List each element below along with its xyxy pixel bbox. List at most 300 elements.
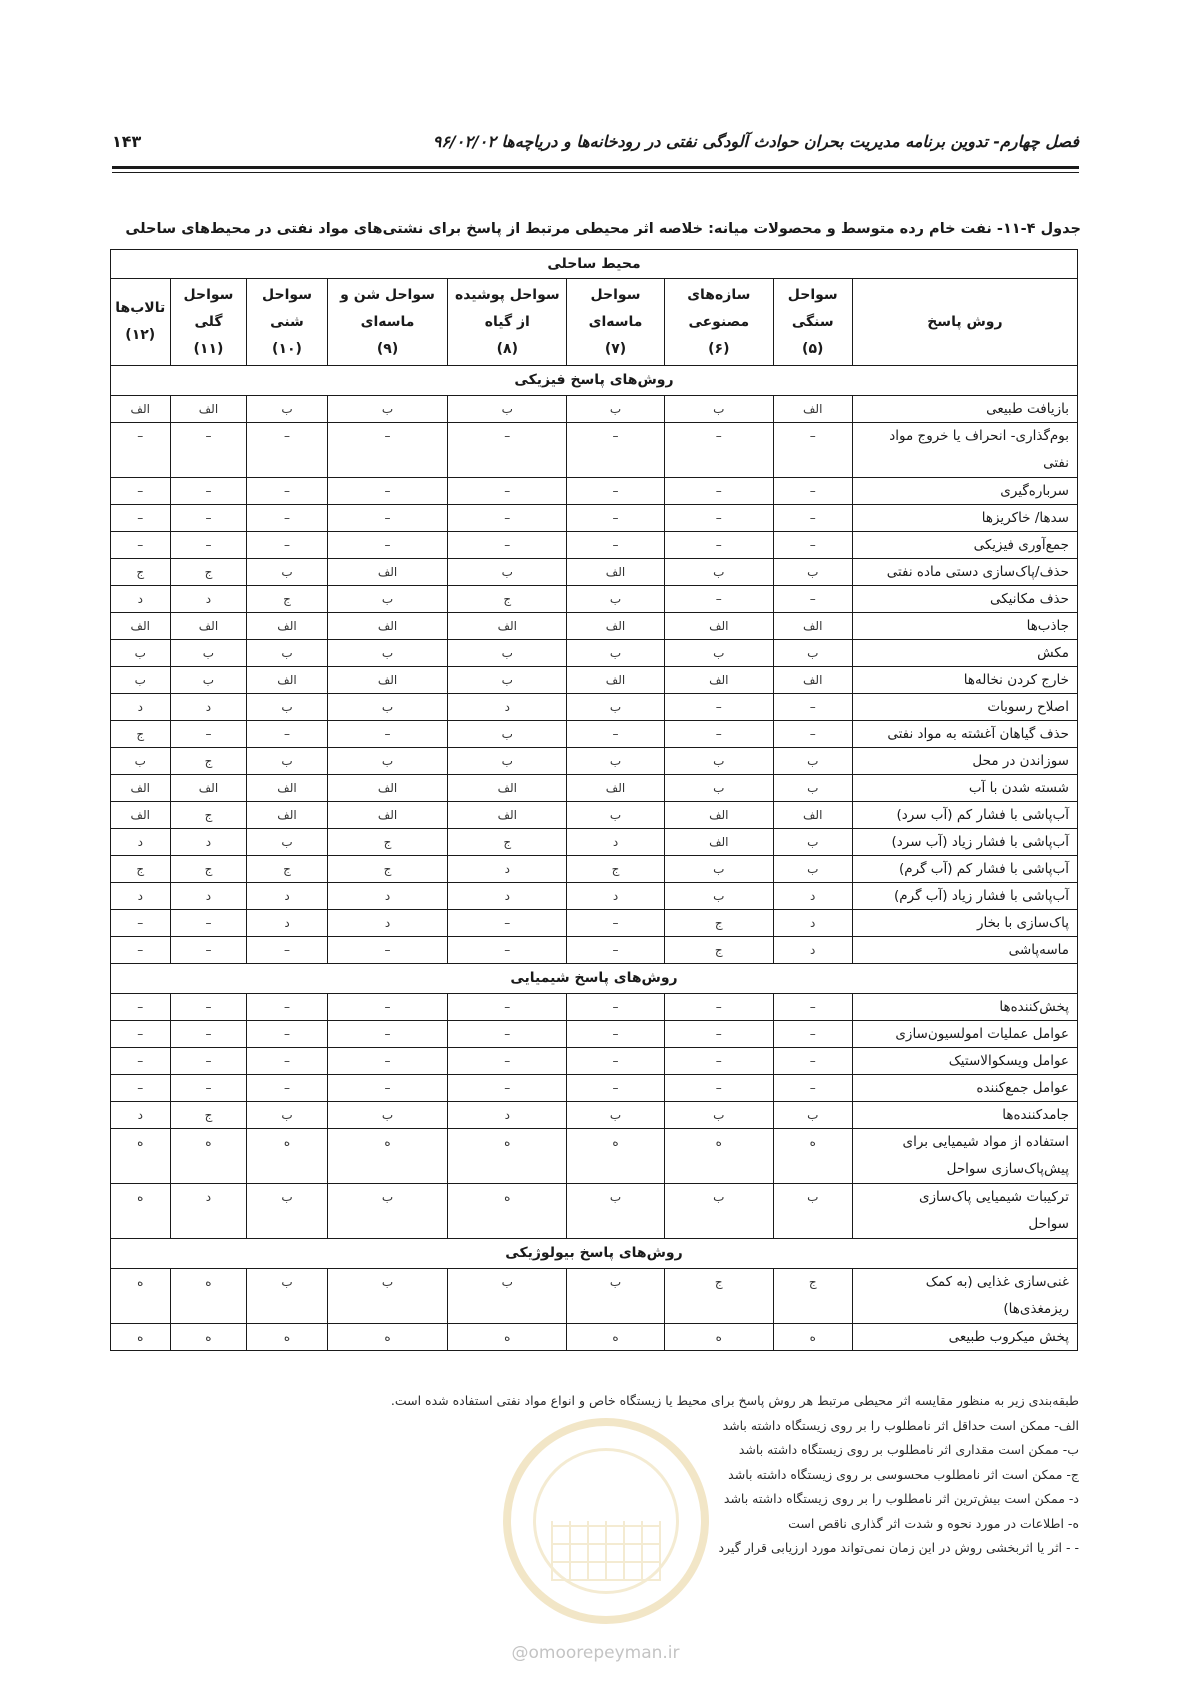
rating-cell: –	[327, 1048, 448, 1075]
rating-cell: ه	[567, 1324, 665, 1351]
rating-cell: ب	[567, 802, 665, 829]
rating-cell: –	[327, 1021, 448, 1048]
rating-cell: ب	[448, 1269, 567, 1324]
rating-cell: –	[448, 1021, 567, 1048]
rating-cell: –	[111, 532, 171, 559]
rating-cell: –	[664, 994, 773, 1021]
legend-item: ه- اطلاعات در مورد نحوه و شدت اثر گذاری ناقص است	[788, 1515, 1079, 1531]
rating-cell: ب	[773, 559, 852, 586]
rating-cell: ب	[247, 1269, 327, 1324]
rating-cell: –	[448, 1048, 567, 1075]
rating-cell: –	[664, 586, 773, 613]
rating-cell: ب	[773, 640, 852, 667]
rating-cell: ج	[247, 856, 327, 883]
rating-cell: –	[247, 532, 327, 559]
table-row	[111, 396, 1078, 423]
rating-cell: الف	[664, 802, 773, 829]
rating-cell: –	[170, 1048, 247, 1075]
rating-cell: ب	[567, 586, 665, 613]
rating-cell: –	[567, 910, 665, 937]
rating-cell: –	[327, 423, 448, 478]
method-cell: پخش‌کننده‌ها	[852, 994, 1077, 1021]
rating-cell: –	[567, 505, 665, 532]
rating-cell: –	[664, 1021, 773, 1048]
rating-cell: الف	[567, 667, 665, 694]
rating-cell: ج	[111, 559, 171, 586]
rating-cell: الف	[247, 613, 327, 640]
rating-cell: –	[170, 423, 247, 478]
rating-cell: –	[247, 994, 327, 1021]
rating-cell: –	[448, 505, 567, 532]
method-cell: بوم‌گذاری- انحراف یا خروج مواد نفتی	[852, 423, 1077, 478]
rating-cell: ب	[773, 775, 852, 802]
method-cell: ترکیبات شیمیایی پاک‌سازی سواحل	[852, 1184, 1077, 1239]
table-row	[111, 586, 1078, 613]
rating-cell: الف	[327, 559, 448, 586]
rating-cell: ج	[247, 586, 327, 613]
rating-cell: الف	[773, 396, 852, 423]
rating-cell: ج	[170, 559, 247, 586]
rating-cell: ب	[247, 559, 327, 586]
method-cell: شسته شدن با آب	[852, 775, 1077, 802]
rating-cell: –	[327, 721, 448, 748]
rating-cell: –	[247, 478, 327, 505]
column-header: تالاب‌ها (۱۲)	[111, 279, 171, 366]
rating-cell: د	[170, 829, 247, 856]
method-cell: عوامل عملیات امولسیون‌سازی	[852, 1021, 1077, 1048]
watermark-seal-icon	[503, 1418, 709, 1624]
rating-cell: –	[170, 910, 247, 937]
rating-cell: ب	[448, 640, 567, 667]
method-cell: حذف گیاهان آغشته به مواد نفتی	[852, 721, 1077, 748]
rating-cell: –	[448, 478, 567, 505]
rating-cell: –	[664, 694, 773, 721]
rating-cell: ب	[567, 396, 665, 423]
rating-cell: ب	[327, 396, 448, 423]
rating-cell: د	[773, 883, 852, 910]
column-header: سواحل شن و ماسه‌ای (۹)	[327, 279, 448, 366]
chapter-title: فصل چهارم- تدوین برنامه مدیریت بحران حوادث آلودگی نفتی در رودخانه‌ها و دریاچه‌ها ۹۶/۰۲/۰۲	[432, 132, 1079, 151]
rating-cell: –	[111, 1021, 171, 1048]
rating-cell: –	[773, 694, 852, 721]
rating-cell: الف	[327, 802, 448, 829]
legend-item: ب- ممکن است مقداری اثر نامطلوب بر روی زیستگاه داشته باشد	[738, 1442, 1079, 1457]
table-row	[111, 721, 1078, 748]
rating-cell: ج	[448, 586, 567, 613]
rating-cell: الف	[327, 613, 448, 640]
rating-cell: ج	[111, 856, 171, 883]
rating-cell: –	[170, 937, 247, 964]
page-number: ۱۴۳	[112, 132, 142, 151]
section-title: روش‌های پاسخ شیمیایی	[111, 964, 1078, 994]
rating-cell: الف	[247, 775, 327, 802]
rating-cell: –	[448, 532, 567, 559]
rating-cell: د	[170, 883, 247, 910]
rating-cell: –	[111, 937, 171, 964]
rating-cell: ب	[111, 667, 171, 694]
table-row	[111, 856, 1078, 883]
rating-cell: الف	[247, 802, 327, 829]
rating-cell: ب	[664, 640, 773, 667]
rating-cell: –	[567, 937, 665, 964]
env-header: محیط ساحلی	[111, 250, 1078, 279]
rating-cell: –	[567, 994, 665, 1021]
rating-cell: د	[247, 910, 327, 937]
table-row	[111, 937, 1078, 964]
rating-cell: –	[664, 1048, 773, 1075]
rating-cell: ب	[773, 1184, 852, 1239]
column-header: سواحل پوشیده از گیاه (۸)	[448, 279, 567, 366]
rating-cell: د	[327, 883, 448, 910]
rating-cell: د	[111, 586, 171, 613]
table-row	[111, 802, 1078, 829]
rating-cell: ه	[773, 1324, 852, 1351]
rating-cell: ب	[327, 586, 448, 613]
rating-cell: ج	[170, 1102, 247, 1129]
table-row	[111, 559, 1078, 586]
rating-cell: ب	[170, 667, 247, 694]
rating-cell: د	[111, 829, 171, 856]
rating-cell: الف	[773, 613, 852, 640]
rating-cell: –	[448, 423, 567, 478]
rating-cell: –	[567, 1021, 665, 1048]
rating-cell: –	[567, 721, 665, 748]
rating-cell: ب	[664, 856, 773, 883]
method-cell: حذف/پاک‌سازی دستی ماده نفتی	[852, 559, 1077, 586]
rating-cell: ج	[327, 856, 448, 883]
rating-cell: ب	[773, 856, 852, 883]
rating-cell: ه	[664, 1129, 773, 1184]
method-cell: غنی‌سازی غذایی (به کمک ریزمغذی‌ها)	[852, 1269, 1077, 1324]
rating-cell: –	[664, 721, 773, 748]
rating-cell: ه	[170, 1129, 247, 1184]
legend-item: الف- ممکن است حداقل اثر نامطلوب را بر روی زیستگاه داشته باشد	[722, 1417, 1079, 1433]
rating-cell: ب	[664, 1102, 773, 1129]
table-row	[111, 829, 1078, 856]
rating-cell: –	[247, 423, 327, 478]
rating-cell: الف	[170, 613, 247, 640]
column-header: سواحل سنگی (۵)	[773, 279, 852, 366]
rating-cell: الف	[448, 775, 567, 802]
rating-cell: ب	[327, 694, 448, 721]
rating-cell: د	[111, 1102, 171, 1129]
rating-cell: الف	[111, 775, 171, 802]
rating-cell: –	[773, 505, 852, 532]
rating-cell: –	[170, 532, 247, 559]
legend-intro: طبقه‌بندی زیر به منظور مقایسه اثر محیطی مرتبط هر روش پاسخ برای محیط یا زیستگاه خاص و انواع مواد نفتی استفاده شده است.	[390, 1393, 1079, 1408]
table-row	[111, 1184, 1078, 1239]
response-methods-table	[110, 249, 1078, 1351]
rating-cell: د	[773, 910, 852, 937]
legend	[391, 1389, 1079, 1561]
rating-cell: الف	[327, 667, 448, 694]
rating-cell: ج	[170, 748, 247, 775]
table-row	[111, 1021, 1078, 1048]
method-cell: سوزاندن در محل	[852, 748, 1077, 775]
column-header: سازه‌های مصنوعی (۶)	[664, 279, 773, 366]
rating-cell: –	[448, 1075, 567, 1102]
rating-cell: –	[773, 1075, 852, 1102]
table-row	[111, 423, 1078, 478]
table-row	[111, 748, 1078, 775]
rating-cell: –	[111, 478, 171, 505]
method-cell: اصلاح رسوبات	[852, 694, 1077, 721]
method-cell: عوامل جمع‌کننده	[852, 1075, 1077, 1102]
rating-cell: –	[111, 1075, 171, 1102]
rating-cell: ه	[111, 1269, 171, 1324]
rating-cell: الف	[111, 613, 171, 640]
rating-cell: الف	[773, 667, 852, 694]
rating-cell: ب	[327, 640, 448, 667]
rating-cell: الف	[448, 802, 567, 829]
rating-cell: –	[664, 1075, 773, 1102]
rating-cell: –	[170, 1021, 247, 1048]
rating-cell: د	[247, 883, 327, 910]
table-row	[111, 1102, 1078, 1129]
table-row	[111, 505, 1078, 532]
rating-cell: –	[773, 423, 852, 478]
rating-cell: ب	[247, 748, 327, 775]
rating-cell: –	[567, 532, 665, 559]
method-cell: پاک‌سازی با بخار	[852, 910, 1077, 937]
rating-cell: –	[448, 937, 567, 964]
table-row	[111, 910, 1078, 937]
rating-cell: د	[327, 910, 448, 937]
rating-cell: د	[111, 883, 171, 910]
rating-cell: ب	[773, 829, 852, 856]
method-cell: مکش	[852, 640, 1077, 667]
rating-cell: الف	[773, 802, 852, 829]
rating-cell: د	[448, 856, 567, 883]
rating-cell: –	[664, 532, 773, 559]
rating-cell: ج	[111, 721, 171, 748]
rating-cell: الف	[664, 613, 773, 640]
section-title: روش‌های پاسخ بیولوژیکی	[111, 1239, 1078, 1269]
rating-cell: –	[773, 721, 852, 748]
rating-cell: –	[773, 994, 852, 1021]
method-cell: آب‌پاشی با فشار کم (آب گرم)	[852, 856, 1077, 883]
rating-cell: –	[111, 1048, 171, 1075]
rating-cell: ه	[170, 1324, 247, 1351]
rating-cell: ج	[773, 1269, 852, 1324]
rating-cell: ب	[567, 694, 665, 721]
rating-cell: –	[773, 586, 852, 613]
rating-cell: د	[170, 1184, 247, 1239]
rating-cell: ه	[448, 1184, 567, 1239]
rating-cell: د	[448, 1102, 567, 1129]
rating-cell: ب	[170, 640, 247, 667]
method-cell: جمع‌آوری فیزیکی	[852, 532, 1077, 559]
rating-cell: ج	[170, 802, 247, 829]
rating-cell: ب	[664, 883, 773, 910]
rating-cell: الف	[247, 667, 327, 694]
rating-cell: –	[111, 994, 171, 1021]
rating-cell: د	[448, 883, 567, 910]
rating-cell: ج	[170, 856, 247, 883]
rating-cell: ب	[327, 1102, 448, 1129]
legend-item: د- ممکن است بیش‌ترین اثر نامطلوب را بر روی زیستگاه داشته باشد	[723, 1491, 1079, 1506]
method-cell: آب‌پاشی با فشار زیاد (آب گرم)	[852, 883, 1077, 910]
rating-cell: –	[170, 1075, 247, 1102]
rating-cell: –	[327, 994, 448, 1021]
rating-cell: ب	[567, 748, 665, 775]
table-row	[111, 1048, 1078, 1075]
rating-cell: ب	[327, 748, 448, 775]
rating-cell: ه	[247, 1129, 327, 1184]
rating-cell: –	[111, 910, 171, 937]
rating-cell: ب	[448, 748, 567, 775]
rating-cell: ب	[448, 667, 567, 694]
method-cell: جامدکننده‌ها	[852, 1102, 1077, 1129]
method-cell: آب‌پاشی با فشار زیاد (آب سرد)	[852, 829, 1077, 856]
rating-cell: ب	[247, 694, 327, 721]
rating-cell: ب	[664, 748, 773, 775]
rating-cell: –	[247, 505, 327, 532]
rating-cell: ه	[448, 1129, 567, 1184]
rating-cell: الف	[111, 396, 171, 423]
legend-item: - - اثر یا اثربخشی روش در این زمان نمی‌تواند مورد ارزیابی قرار گیرد	[718, 1540, 1079, 1555]
rating-cell: د	[111, 694, 171, 721]
rating-cell: –	[448, 910, 567, 937]
rating-cell: ب	[247, 1102, 327, 1129]
rating-cell: ه	[327, 1324, 448, 1351]
rating-cell: –	[247, 1048, 327, 1075]
section-title: روش‌های پاسخ فیزیکی	[111, 366, 1078, 396]
rating-cell: ب	[448, 396, 567, 423]
rating-cell: –	[773, 1021, 852, 1048]
rating-cell: –	[327, 505, 448, 532]
rating-cell: ج	[664, 910, 773, 937]
rating-cell: ب	[448, 559, 567, 586]
rating-cell: –	[170, 994, 247, 1021]
table-caption: جدول ۴-۱۱- نفت خام رده متوسط و محصولات میانه: خلاصه اثر محیطی مرتبط از پاسخ برای نشتی‌های مواد نفتی در محیط‌های ساحلی	[125, 221, 1081, 237]
rating-cell: –	[664, 423, 773, 478]
table-row	[111, 1075, 1078, 1102]
rating-cell: –	[567, 423, 665, 478]
table-row	[111, 883, 1078, 910]
rating-cell: ب	[567, 1269, 665, 1324]
rating-cell: –	[567, 478, 665, 505]
table-row	[111, 1324, 1078, 1351]
rating-cell: ب	[773, 748, 852, 775]
rating-cell: ب	[247, 1184, 327, 1239]
legend-item: ج- ممکن است اثر نامطلوب محسوسی بر روی زیستگاه داشته باشد	[728, 1466, 1079, 1482]
table-row	[111, 775, 1078, 802]
header-rule-thin	[112, 172, 1079, 173]
rating-cell: ه	[327, 1129, 448, 1184]
rating-cell: ج	[448, 829, 567, 856]
rating-cell: الف	[111, 802, 171, 829]
rating-cell: د	[170, 586, 247, 613]
rating-cell: –	[247, 937, 327, 964]
rating-cell: د	[448, 694, 567, 721]
column-header: سواحل گلی (۱۱)	[170, 279, 247, 366]
rating-cell: –	[247, 1021, 327, 1048]
table-row	[111, 994, 1078, 1021]
rating-cell: ه	[111, 1324, 171, 1351]
table-row	[111, 532, 1078, 559]
rating-cell: ب	[664, 559, 773, 586]
method-cell: سرباره‌گیری	[852, 478, 1077, 505]
method-cell: پخش میکروب طبیعی	[852, 1324, 1077, 1351]
method-cell: ماسه‌پاشی	[852, 937, 1077, 964]
rating-cell: الف	[170, 775, 247, 802]
rating-cell: –	[567, 1075, 665, 1102]
rating-cell: –	[773, 1048, 852, 1075]
method-cell: خارج کردن نخاله‌ها	[852, 667, 1077, 694]
rating-cell: ه	[448, 1324, 567, 1351]
rating-cell: –	[448, 994, 567, 1021]
rating-cell: ب	[567, 1184, 665, 1239]
rating-cell: ب	[664, 1184, 773, 1239]
table-row	[111, 1129, 1078, 1184]
header-rule	[112, 166, 1079, 169]
rating-cell: ب	[111, 748, 171, 775]
rating-cell: –	[327, 937, 448, 964]
rating-cell: –	[170, 721, 247, 748]
rating-cell: ه	[664, 1324, 773, 1351]
rating-cell: ج	[664, 937, 773, 964]
method-header: روش پاسخ	[852, 279, 1077, 366]
rating-cell: –	[111, 505, 171, 532]
rating-cell: –	[664, 478, 773, 505]
rating-cell: –	[773, 478, 852, 505]
rating-cell: ه	[567, 1129, 665, 1184]
rating-cell: ج	[664, 1269, 773, 1324]
rating-cell: الف	[170, 396, 247, 423]
rating-cell: ب	[247, 829, 327, 856]
rating-cell: –	[773, 532, 852, 559]
rating-cell: ب	[327, 1269, 448, 1324]
column-header: سواحل ماسه‌ای (۷)	[567, 279, 665, 366]
rating-cell: ه	[773, 1129, 852, 1184]
rating-cell: ب	[247, 640, 327, 667]
footer-site: @omoorepeyman.ir	[511, 1643, 680, 1663]
method-cell: استفاده از مواد شیمیایی برای پیش‌پاک‌سازی سواحل	[852, 1129, 1077, 1184]
rating-cell: ب	[448, 721, 567, 748]
rating-cell: –	[247, 721, 327, 748]
rating-cell: ه	[111, 1129, 171, 1184]
rating-cell: –	[327, 1075, 448, 1102]
table-row	[111, 1269, 1078, 1324]
rating-cell: ج	[567, 856, 665, 883]
rating-cell: د	[773, 937, 852, 964]
table-row	[111, 640, 1078, 667]
rating-cell: د	[567, 829, 665, 856]
rating-cell: –	[327, 478, 448, 505]
rating-cell: –	[111, 423, 171, 478]
method-cell: آب‌پاشی با فشار کم (آب سرد)	[852, 802, 1077, 829]
rating-cell: الف	[664, 667, 773, 694]
rating-cell: ج	[327, 829, 448, 856]
rating-cell: –	[327, 532, 448, 559]
rating-cell: الف	[567, 613, 665, 640]
rating-cell: ب	[247, 396, 327, 423]
rating-cell: –	[664, 505, 773, 532]
rating-cell: الف	[664, 829, 773, 856]
rating-cell: ه	[170, 1269, 247, 1324]
table-row	[111, 667, 1078, 694]
column-header: سواحل شنی (۱۰)	[247, 279, 327, 366]
table-row	[111, 478, 1078, 505]
rating-cell: ب	[327, 1184, 448, 1239]
rating-cell: ب	[773, 1102, 852, 1129]
rating-cell: ب	[111, 640, 171, 667]
table-row	[111, 694, 1078, 721]
rating-cell: الف	[448, 613, 567, 640]
rating-cell: –	[170, 505, 247, 532]
rating-cell: –	[170, 478, 247, 505]
